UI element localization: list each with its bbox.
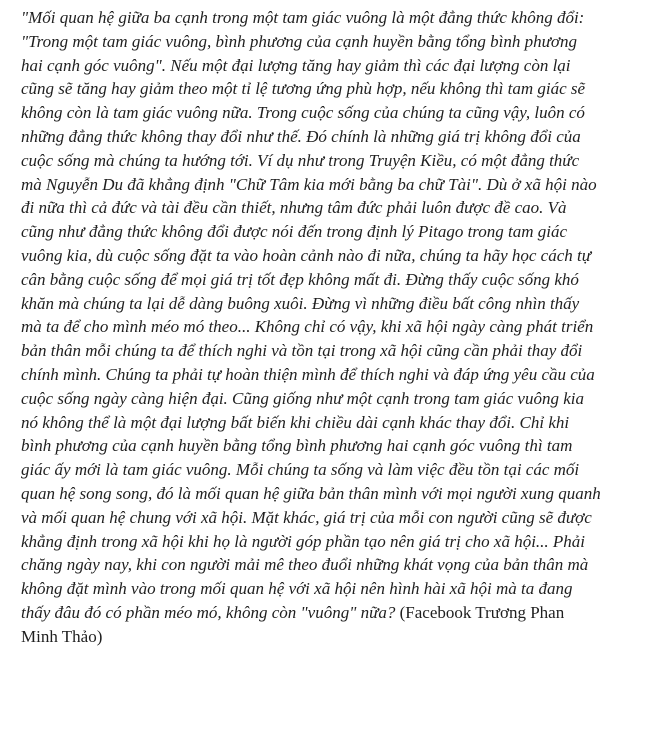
source-attribution: (Facebook Trương Phan	[399, 602, 565, 622]
source-attribution-continued: Minh Thảo)	[21, 626, 103, 646]
passage-line: nó không thể là một đại lượng bất biến khi chiều dài cạnh khác thay đổi. Chỉ khi	[21, 412, 570, 432]
passage-line: "Mối quan hệ giữa ba cạnh trong một tam giác vuông là một đẳng thức không đổi:	[21, 8, 585, 27]
passage-line: cuộc sống ngày càng hiện đại. Cũng giống như một cạnh trong tam giác vuông kia	[21, 388, 584, 408]
passage-line: bình phương của cạnh huyền bằng tổng bình phương hai cạnh góc vuông thì tam	[21, 436, 573, 456]
passage-line: mà ta để cho mình méo mó theo... Không chỉ có vậy, khi xã hội ngày càng phát triển	[21, 317, 594, 337]
passage-line: những đẳng thức không thay đổi như thế. Đó chính là những giá trị không đổi của	[21, 126, 581, 146]
passage-line: cũng sẽ tăng hay giảm theo một tỉ lệ tương ứng phù hợp, nếu không thì tam giác sẽ	[21, 79, 586, 99]
final-passage-line	[21, 601, 635, 625]
passage-line: chính mình. Chúng ta phải tự hoàn thiện mình để thích nghi và đáp ứng yêu cầu của	[21, 364, 595, 384]
passage-line: khẳng định trong xã hội khi họ là người góp phần tạo nên giá trị cho xã hội... Phải	[21, 531, 586, 551]
passage-line: "Trong một tam giác vuông, bình phương của cạnh huyền bằng tổng bình phương	[21, 31, 577, 51]
passage-line: vuông kia, dù cuộc sống đặt ta vào hoàn cảnh nào đi nữa, chúng ta hãy học cách tự	[21, 245, 591, 265]
passage-line: và mối quan hệ chung với xã hội. Mặt khác, giá trị của mỗi con người cũng sẽ được	[21, 507, 592, 527]
passage-line: quan hệ song song, đó là mối quan hệ giữa bản thân mình với mọi người xung quanh	[21, 483, 601, 503]
passage-line: bản thân mỗi chúng ta để thích nghi và tồn tại trong xã hội cũng cần phải thay đổi	[21, 341, 583, 361]
passage-line: không còn là tam giác vuông nữa. Trong cuộc sống của chúng ta cũng vậy, luôn có	[21, 103, 585, 123]
passage-line: không đặt mình vào trong mối quan hệ với xã hội nên hình hài xã hội mà ta đang	[21, 579, 573, 599]
passage-line: cuộc sống mà chúng ta hướng tới. Ví dụ như trong Truyện Kiều, có một đẳng thức	[21, 150, 580, 170]
passage-line: mà Nguyễn Du đã khẳng định "Chữ Tâm kia mới bằng ba chữ Tài". Dù ở xã hội nào	[21, 174, 597, 194]
passage-line: giác ấy mới là tam giác vuông. Mỗi chúng ta sống và làm việc đều tồn tại các mối	[21, 460, 580, 480]
final-quote-text: thấy đâu đó có phần méo mó, không còn "vuông" nữa?	[21, 602, 396, 622]
passage-line: cân bằng cuộc sống để mọi giá trị tốt đẹp không mất đi. Đừng thấy cuộc sống khó	[21, 269, 579, 289]
passage-line: khăn mà chúng ta lại dễ dàng buông xuôi. Đừng vì những điều bất công nhìn thấy	[21, 293, 580, 313]
passage-line: hai cạnh góc vuông". Nếu một đại lượng tăng hay giảm thì các đại lượng còn lại	[21, 55, 571, 75]
passage-line: đi nữa thì cả đức và tài đều cần thiết, nhưng tâm đức phải luôn được đề cao. Và	[21, 198, 567, 218]
quoted-passage	[21, 6, 635, 649]
passage-line: cũng như đẳng thức không đổi được nói đến trong định lý Pitago trong tam giác	[21, 222, 568, 242]
passage-line: chăng ngày nay, khi con người mải mê theo đuổi những khát vọng của bản thân mà	[21, 555, 589, 575]
